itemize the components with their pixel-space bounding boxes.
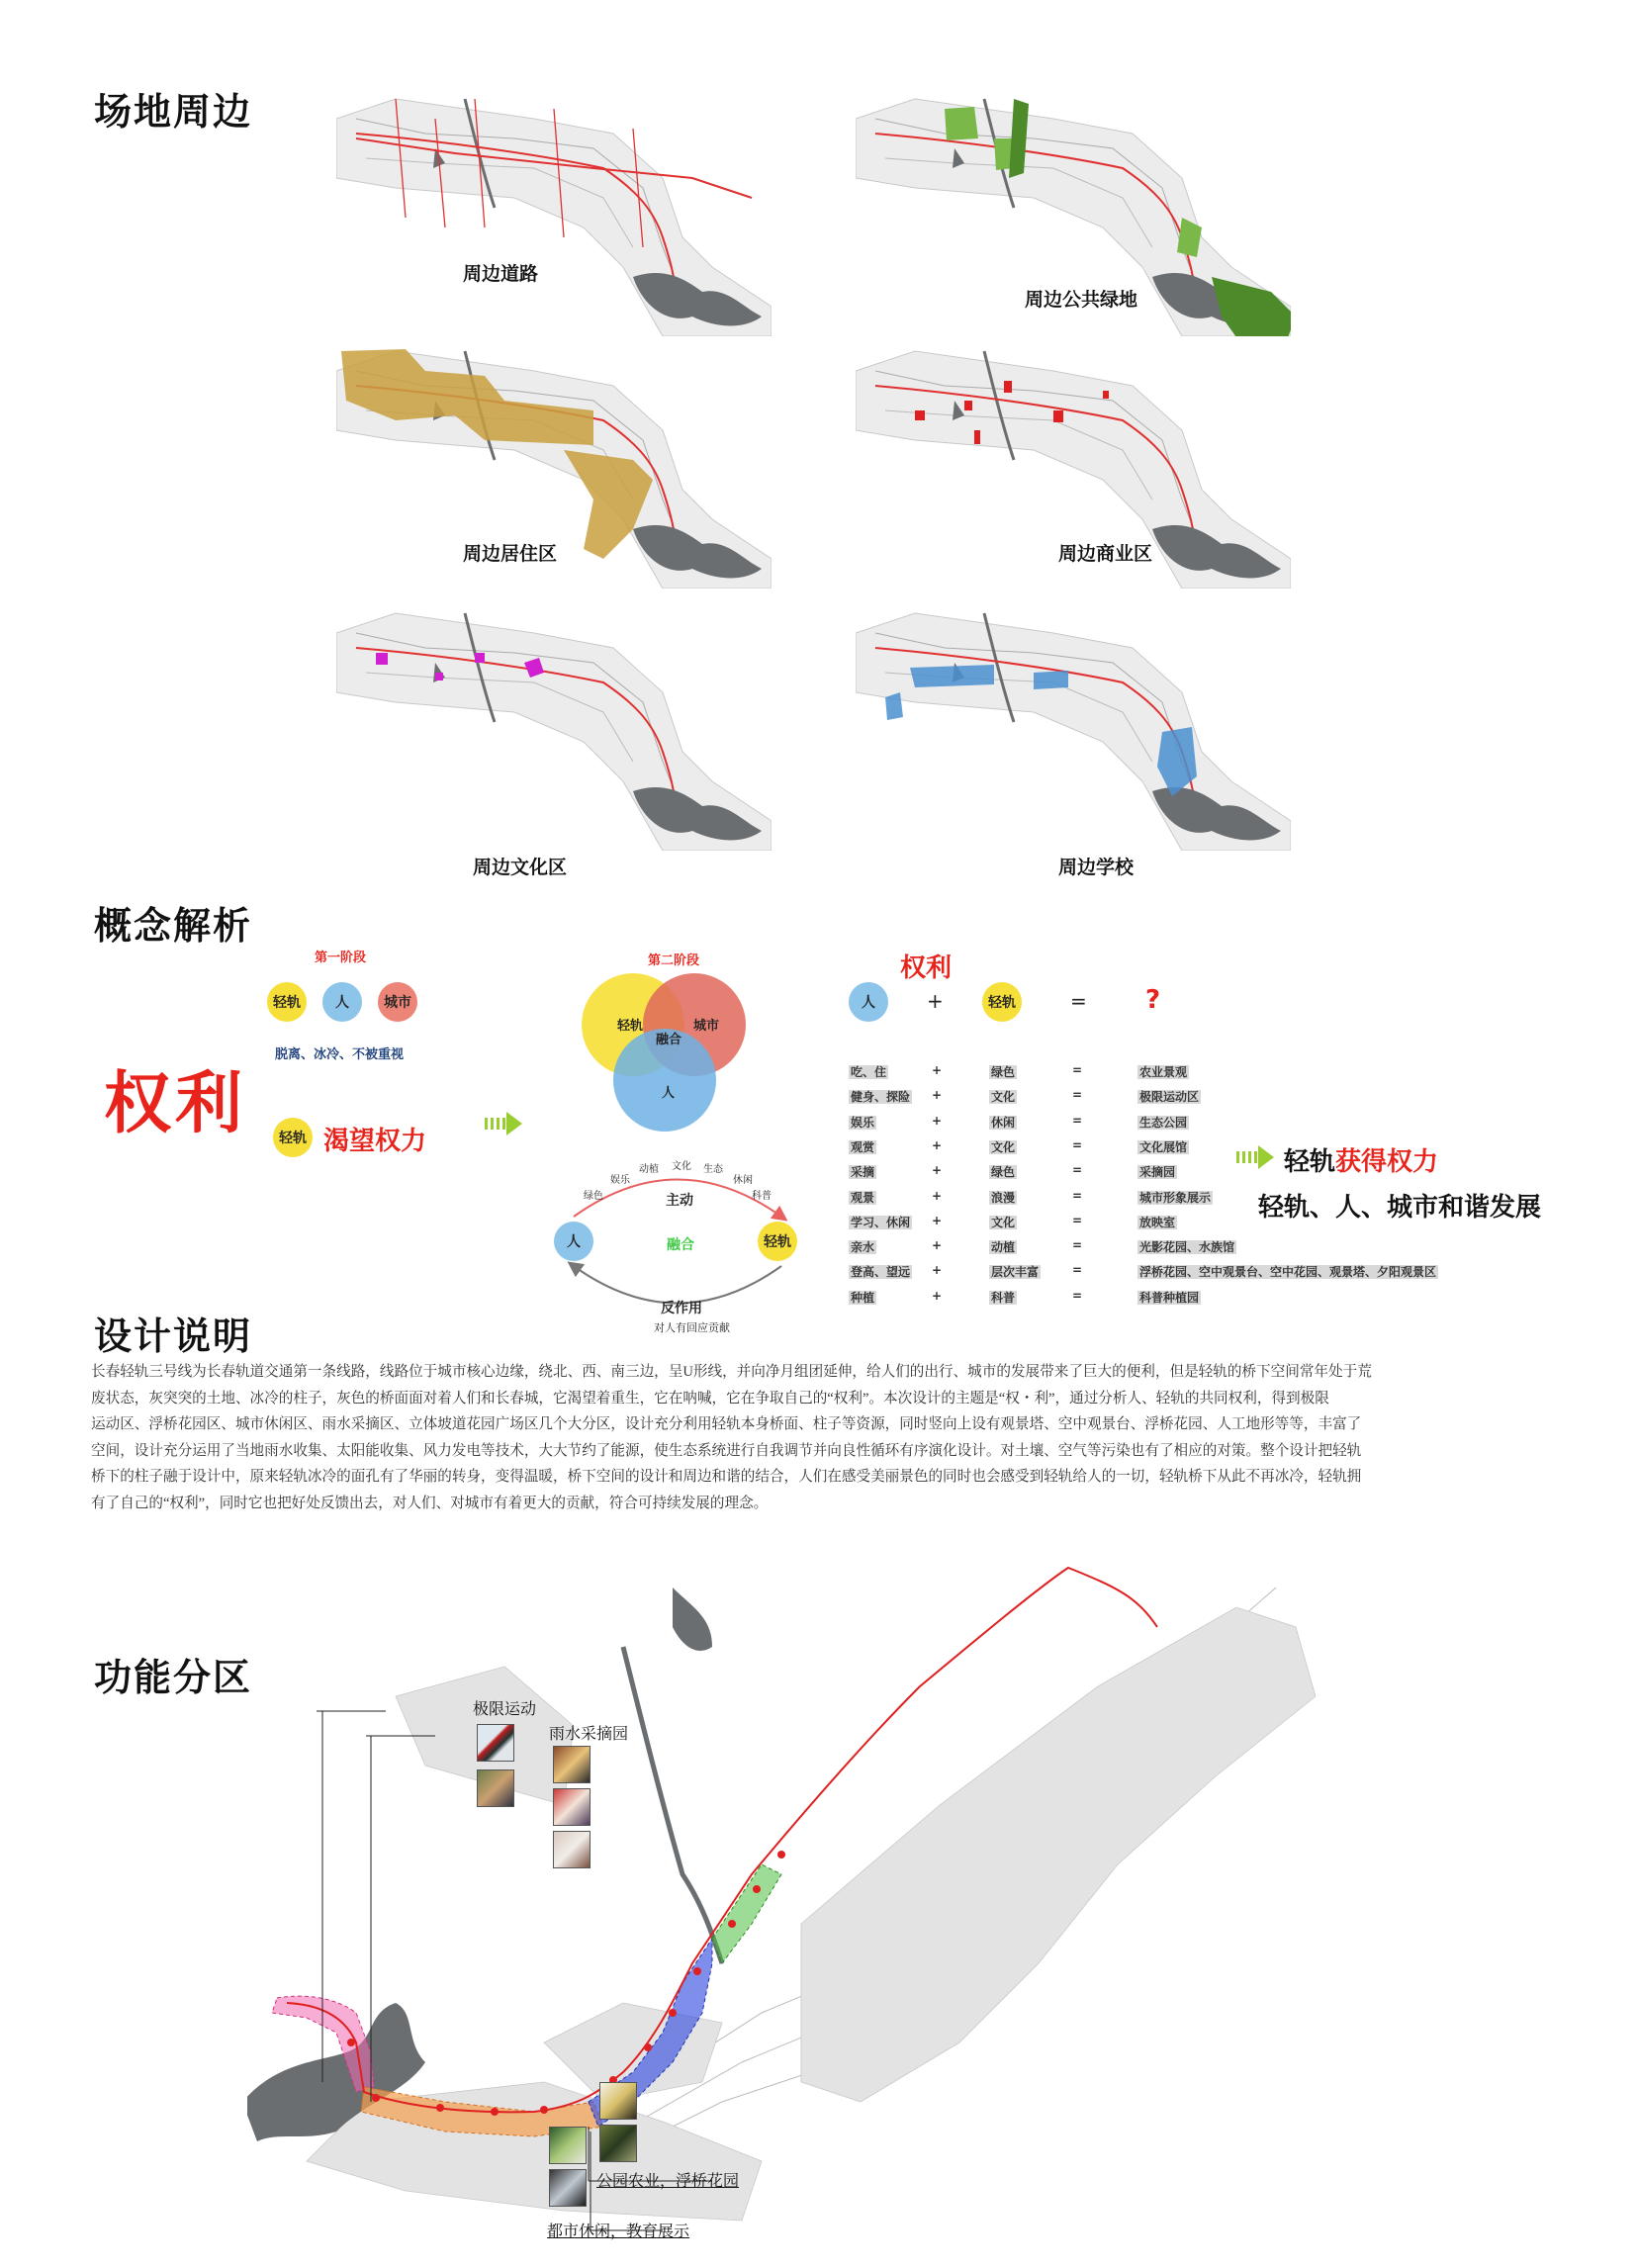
section-title-design: 设计说明: [94, 1315, 253, 1358]
table-cell-text: 文化: [991, 1139, 1016, 1154]
cycle-arc-word-5: 生态: [703, 1164, 723, 1175]
photo-thumbnail: [553, 1746, 591, 1783]
table-cell: [1070, 1163, 1084, 1177]
arrow-right-icon: [485, 1112, 524, 1135]
table-cell: [930, 1289, 944, 1303]
table-cell: [930, 1189, 944, 1203]
site-map-graphic: [336, 79, 772, 336]
photo-thumbnail: [599, 2082, 637, 2120]
equation-person-circle: 人: [849, 982, 888, 1022]
table-cell: [1137, 1289, 1201, 1306]
cycle-node-rail: 轻轨: [758, 1222, 797, 1261]
table-cell-text: 休闲: [991, 1115, 1016, 1130]
table-cell: [930, 1163, 944, 1177]
cycle-arc-word-2: 娱乐: [610, 1175, 630, 1186]
table-cell-text: 浪漫: [991, 1190, 1016, 1205]
table-cell: [989, 1263, 1041, 1280]
table-cell: [989, 1289, 1017, 1306]
design-text-line: 长春轻轨三号线为长春轨道交通第一条线路，线路位于城市核心边缘，绕北、西、南三边，呈U形线，并向净月组团延伸，给人们的出行、城市的发展带来了巨大的便利，但是轻轨的桥下空间常年处于荒: [91, 1364, 1372, 1380]
table-cell-text: =: [1072, 1113, 1083, 1128]
stage1-circle-person: 人: [322, 982, 362, 1022]
zone-label-extreme-sport: 极限运动: [473, 1699, 537, 1718]
table-cell: [849, 1063, 888, 1080]
design-text-line: 桥下的柱子融于设计中，原来轻轨冰冷的面孔有了华丽的转身，变得温暖，桥下空间的设计和周边和谐的结合，人们在感受美丽景色的同时也会感受到轻轨给人的一切，轻轨桥下从此不再冰冷，轻轨拥: [91, 1469, 1362, 1485]
design-text-line: 有了自己的“权利”，同时它也把好处反馈出去，对人们、对城市有着更大的贡献，符合可持续发展的理念。: [91, 1495, 769, 1511]
table-cell: [1137, 1088, 1201, 1105]
table-cell-text: 科普种植园: [1139, 1290, 1200, 1305]
table-cell-text: 亲水: [851, 1240, 875, 1255]
table-cell: [1137, 1063, 1189, 1080]
table-cell: [849, 1214, 912, 1230]
table-cell-text: =: [1072, 1188, 1083, 1203]
section-title-site: 场地周边: [94, 90, 253, 134]
table-cell: [849, 1238, 876, 1255]
design-text-line: 废状态，灰突突的土地、冰冷的柱子，灰色的桥面面对着人们和长春城，它渴望着重生，它在呐喊，它在争取自己的“权利”。本次设计的主题是“权・利”，通过分析人、轻轨的共同权利，得到极限: [91, 1390, 1329, 1406]
cycle-arc-word-7: 科普: [752, 1191, 772, 1202]
table-cell: [1137, 1138, 1189, 1155]
table-cell-text: +: [932, 1263, 943, 1278]
table-cell-text: =: [1072, 1263, 1083, 1278]
design-text-line: 空间，设计充分运用了当地雨水收集、太阳能收集、风力发电等技术，大大节约了能源，使生态系统进行自我调节并向良性循环有序演化设计。对土壤、空气等污染也有了相应的对策。整个设计把轻轨: [91, 1442, 1362, 1459]
table-cell: [1070, 1238, 1084, 1252]
result-line-1: [1284, 1141, 1438, 1178]
table-cell: [849, 1189, 876, 1206]
venn-diagram: [574, 969, 772, 1147]
table-cell-text: =: [1072, 1063, 1083, 1077]
table-cell-text: 农业景观: [1139, 1065, 1188, 1079]
desire-rail-circle: 轻轨: [273, 1118, 313, 1157]
desire-text: 渴望权力: [323, 1127, 427, 1156]
equation-plus: +: [927, 989, 944, 1013]
site-map-graphic: [856, 593, 1291, 851]
design-text: [91, 1359, 1555, 1516]
table-cell-text: 文化: [991, 1215, 1016, 1229]
table-cell: [849, 1088, 912, 1105]
table-cell: [930, 1214, 944, 1227]
table-cell-text: 吃、住: [851, 1065, 887, 1079]
table-cell: [849, 1114, 876, 1131]
table-cell: [1137, 1238, 1236, 1255]
site-map-label: 周边学校: [1058, 857, 1135, 878]
table-cell-text: +: [932, 1238, 943, 1253]
table-cell-text: =: [1072, 1088, 1083, 1103]
table-cell: [930, 1114, 944, 1128]
table-cell: [1137, 1114, 1189, 1131]
table-cell-text: 文化: [991, 1090, 1016, 1105]
cycle-bottom-label: 反作用: [661, 1301, 702, 1316]
table-cell: [930, 1263, 944, 1277]
table-cell: [989, 1214, 1017, 1230]
table-cell-text: 采摘园: [1139, 1165, 1176, 1180]
stage1-circle-city: 城市: [378, 982, 417, 1022]
venn-label-person: 人: [662, 1086, 676, 1101]
table-cell-text: 采摘: [851, 1165, 875, 1180]
venn-label-city: 城市: [693, 1019, 720, 1034]
stage2-title: 第二阶段: [648, 953, 700, 968]
table-cell: [849, 1163, 876, 1180]
result-highlight: 获得权力: [1335, 1147, 1439, 1177]
table-cell: [989, 1189, 1017, 1206]
table-cell-text: +: [932, 1063, 943, 1077]
table-cell-text: =: [1072, 1213, 1083, 1227]
table-cell-text: +: [932, 1113, 943, 1128]
table-cell: [1137, 1189, 1213, 1206]
table-cell-text: =: [1072, 1238, 1083, 1253]
cycle-arc-word-6: 休闲: [733, 1175, 753, 1186]
site-map: [856, 593, 1291, 855]
site-map-label: 周边道路: [463, 263, 539, 285]
table-cell-text: 观赏: [851, 1139, 875, 1154]
table-cell-text: 观景: [851, 1190, 875, 1205]
photo-thumbnail: [477, 1769, 514, 1807]
table-cell-text: =: [1072, 1137, 1083, 1152]
stage1-title: 第一阶段: [315, 951, 367, 965]
table-cell: [1137, 1263, 1438, 1280]
table-cell-text: 浮桥花园、空中观景台、空中花园、观景塔、夕阳观景区: [1139, 1265, 1437, 1280]
cycle-center: 融合: [667, 1237, 694, 1253]
table-cell: [989, 1138, 1017, 1155]
table-cell-text: 种植: [851, 1290, 875, 1305]
table-cell: [1070, 1263, 1084, 1277]
design-text-line: 运动区、浮桥花园区、城市休闲区、雨水采摘区、立体坡道花园广场区几个大分区，设计充分利用轻轨本身桥面、柱子等资源，同时竖向上设有观景塔、空中观景台、浮桥花园、人工地形等等，丰富了: [91, 1416, 1362, 1432]
table-cell-text: 放映室: [1139, 1215, 1176, 1229]
table-cell-text: 娱乐: [851, 1115, 875, 1130]
zone-label-city-leisure: 都市休闲，教育展示: [547, 2222, 690, 2240]
table-cell-text: 健身、探险: [851, 1090, 911, 1105]
cycle-node-person: 人: [554, 1222, 593, 1261]
equation-equals: =: [1070, 989, 1087, 1013]
photo-thumbnail: [553, 1788, 591, 1826]
table-cell-text: 生态公园: [1139, 1115, 1188, 1130]
table-cell-text: =: [1072, 1163, 1083, 1178]
table-cell-text: 科普: [991, 1290, 1016, 1305]
table-cell: [1070, 1138, 1084, 1152]
table-cell: [1137, 1214, 1177, 1230]
table-cell: [1070, 1214, 1084, 1227]
photo-thumbnail: [553, 1831, 591, 1868]
site-map-label: 周边居住区: [463, 543, 558, 565]
table-cell-text: +: [932, 1088, 943, 1103]
cycle-top-label: 主动: [666, 1193, 693, 1209]
table-cell: [930, 1138, 944, 1152]
table-cell: [989, 1238, 1017, 1255]
table-cell-text: 绿色: [991, 1065, 1016, 1079]
zoning-map: [247, 1548, 1335, 2240]
site-map: [336, 593, 772, 855]
zone-label-rain-garden: 雨水采摘园: [549, 1724, 629, 1743]
table-cell-text: +: [932, 1213, 943, 1227]
cycle-arc-word-4: 文化: [672, 1161, 691, 1172]
site-map-graphic: [336, 593, 772, 851]
table-cell: [1070, 1289, 1084, 1303]
result-line-2: 轻轨、人、城市和谐发展: [1258, 1193, 1542, 1223]
cycle-arc-word-3: 动植: [639, 1164, 659, 1175]
equation-rail-circle: 轻轨: [982, 982, 1022, 1022]
table-cell: [849, 1263, 912, 1280]
table-cell-text: 绿色: [991, 1165, 1016, 1180]
table-cell-text: 层次丰富: [991, 1265, 1040, 1280]
table-cell: [930, 1063, 944, 1077]
table-cell-text: 城市形象展示: [1139, 1190, 1212, 1205]
table-cell-text: 文化展馆: [1139, 1139, 1188, 1154]
table-cell-text: 动植: [991, 1240, 1016, 1255]
table-cell-text: 光影花园、水族馆: [1139, 1240, 1235, 1255]
site-map-label: 周边公共绿地: [1025, 289, 1138, 311]
section-title-concept: 概念解析: [94, 904, 253, 948]
big-word-rights: 权利: [104, 1065, 247, 1143]
equation-title: 权利: [900, 953, 953, 983]
stage1-circle-rail: 轻轨: [267, 982, 307, 1022]
table-cell-text: +: [932, 1137, 943, 1152]
table-cell: [989, 1114, 1017, 1131]
photo-thumbnail: [599, 2125, 637, 2162]
table-cell: [849, 1289, 876, 1306]
table-cell: [1070, 1063, 1084, 1077]
zone-label-park: 公园农业，浮桥花园: [596, 2171, 740, 2190]
table-cell: [849, 1138, 876, 1155]
table-cell: [930, 1238, 944, 1252]
site-map-label: 周边文化区: [473, 857, 568, 878]
equation-question: ?: [1145, 985, 1161, 1015]
table-cell: [1070, 1114, 1084, 1128]
table-cell: [989, 1063, 1017, 1080]
table-cell-text: +: [932, 1163, 943, 1178]
cycle-bottom-caption: 对人有回应贡献: [654, 1321, 730, 1334]
zone-green: [712, 1864, 781, 1963]
section-title-zoning: 功能分区: [94, 1656, 253, 1699]
arrow-right-icon: [1236, 1145, 1276, 1169]
stage1-caption: 脱离、冰冷、不被重视: [275, 1047, 405, 1062]
table-cell-text: 学习、休闲: [851, 1215, 911, 1229]
table-cell-text: +: [932, 1288, 943, 1303]
site-map: [336, 79, 772, 340]
table-cell: [930, 1088, 944, 1102]
cycle-arc-word-1: 绿色: [584, 1191, 603, 1202]
table-cell: [989, 1163, 1017, 1180]
venn-label-rail: 轻轨: [617, 1019, 644, 1034]
site-map-label: 周边商业区: [1058, 543, 1153, 565]
table-cell-text: 极限运动区: [1139, 1090, 1200, 1105]
table-cell: [1137, 1163, 1177, 1180]
table-cell: [989, 1088, 1017, 1105]
photo-thumbnail: [549, 2169, 587, 2207]
table-cell: [1070, 1088, 1084, 1102]
venn-label-center: 融合: [656, 1033, 682, 1047]
photo-thumbnail: [477, 1724, 514, 1762]
result-prefix: 轻轨: [1284, 1147, 1336, 1177]
table-cell-text: 登高、望远: [851, 1265, 911, 1280]
table-cell: [1070, 1189, 1084, 1203]
photo-thumbnail: [549, 2127, 587, 2164]
table-cell-text: +: [932, 1188, 943, 1203]
table-cell-text: =: [1072, 1288, 1083, 1303]
